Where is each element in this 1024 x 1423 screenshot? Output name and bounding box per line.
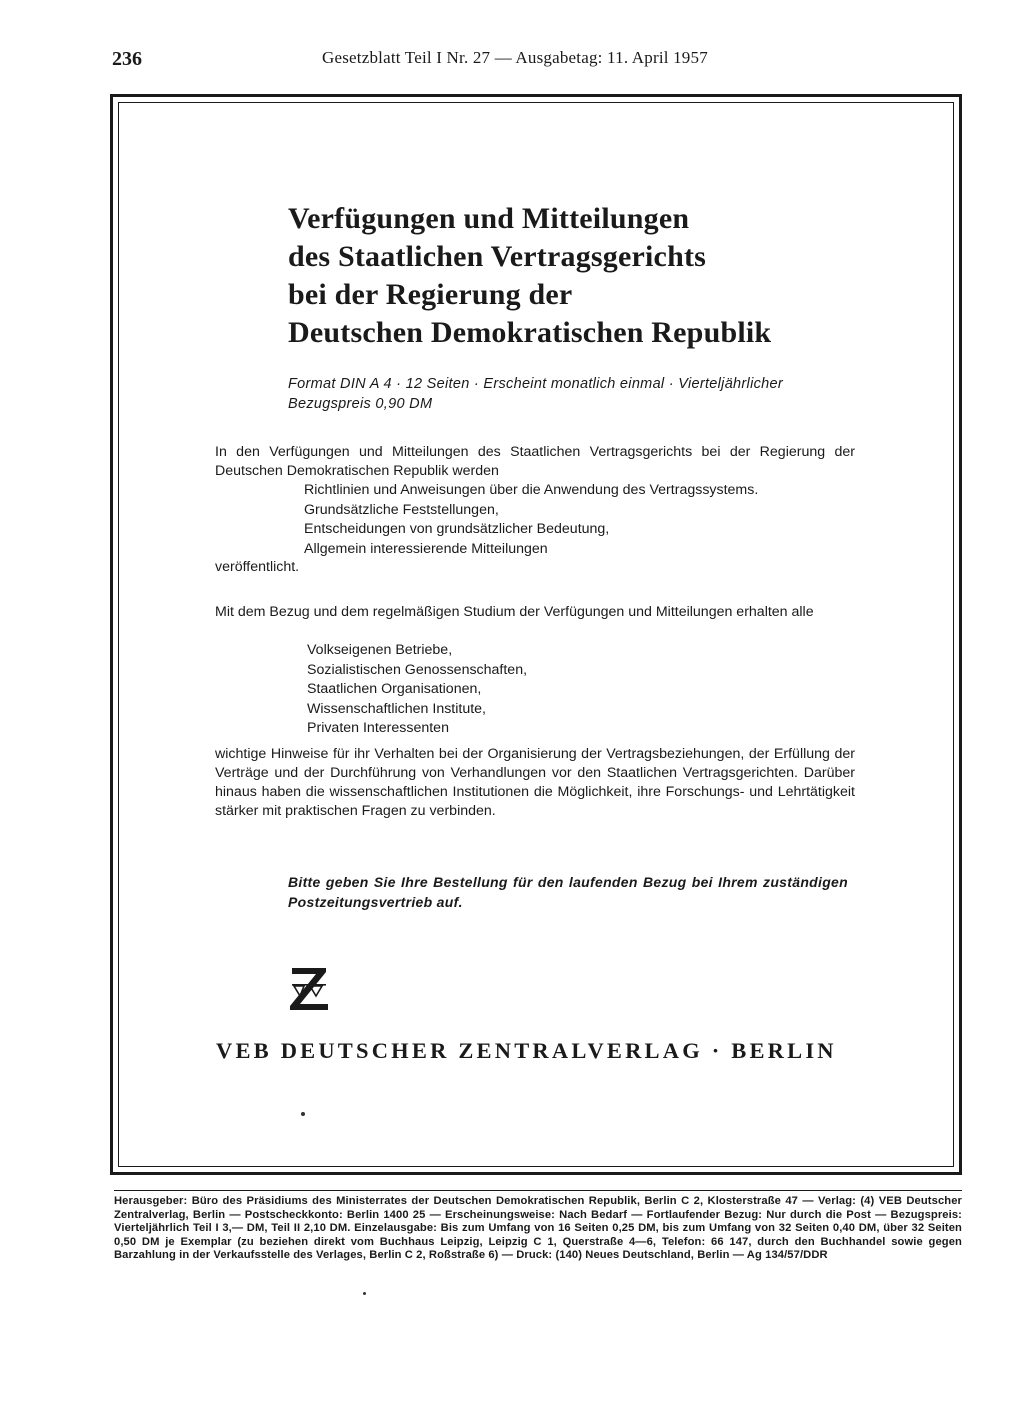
audience-list — [307, 641, 527, 739]
list-item: Grundsätzliche Feststellungen, — [304, 501, 499, 518]
order-note: Bitte geben Sie Ihre Bestellung für den laufenden Bezug bei Ihrem zuständigen Postzeitungsvertrieb auf. — [288, 874, 848, 910]
print-speck — [301, 1112, 305, 1116]
imprint-rule — [114, 1190, 962, 1191]
title-line: bei der Regierung der — [288, 278, 573, 311]
advert-title — [288, 200, 771, 352]
publisher-logo-icon — [286, 962, 334, 1014]
title-line: des Staatlichen Vertragsgerichts — [288, 240, 707, 273]
intro-paragraph: In den Verfügungen und Mitteilungen des Staatlichen Vertragsgerichts bei der Regierung der Deutschen Demokratischen Republik werden — [215, 444, 855, 479]
publisher-name: VEB DEUTSCHER ZENTRALVERLAG · BERLIN — [216, 1038, 837, 1063]
page-number: 236 — [112, 48, 142, 70]
print-speck — [363, 1292, 366, 1295]
list-item: Richtlinien und Anweisungen über die Anwendung des Vertragssystems. — [304, 482, 759, 498]
list-item: Wissenschaftlichen Institute, — [307, 700, 486, 717]
audience-closing: wichtige Hinweise für ihr Verhalten bei der Organisierung der Vertragsbeziehungen, der Erfüllung der Verträge und der Durchführung von Verhandlungen vor den Staatlichen Vertragsgerichten. Darüber hinaus haben die wissenschaftlichen Institutionen die Möglichkeit, ihre Forschungs- und Lehrtätigkeit stärker mit praktischen Fragen zu verbinden. — [215, 746, 855, 819]
list-item: Allgemein interessierende Mitteilungen — [304, 540, 548, 557]
list-item: Staatlichen Organisationen, — [307, 681, 482, 697]
imprint: Herausgeber: Büro des Präsidiums des Ministerrates der Deutschen Demokratischen Republik, Berlin C 2, Klosterstraße 47 — Verlag: (4) VEB Deutscher Zentralverlag, Berlin — Postscheckkonto: Berlin 1400 25 — Erscheinungsweise: Nach Bedarf — Fortlaufender Bezug: Nur durch die Post — Bezugspreis: Vierteljährlich Teil I 3,— DM, Teil II 2,10 DM. Einzelausgabe: Bis zum Umfang von 16 Seiten 0,25 DM, bis zum Umfang von 32 Seiten 0,40 DM, über 32 Seiten 0,50 DM je Exemplar (zu beziehen direkt vom Buchhaus Leipzig, Leipzig C 1, Querstraße 4—6, Telefon: 66 147, durch den Buchhandel sowie gegen Barzahlung in der Verkaufsstelle des Verlages, Berlin C 2, Roßstraße 6) — Druck: (140) Neues Deutschland, Berlin — Ag 134/57/DDR — [114, 1195, 962, 1261]
list-item: Volkseigenen Betriebe, — [307, 642, 453, 658]
title-line: Verfügungen und Mitteilungen — [288, 202, 690, 235]
audience-intro: Mit dem Bezug und dem regelmäßigen Studium der Verfügungen und Mitteilungen erhalten alle — [215, 604, 814, 620]
list-item: Entscheidungen von grundsätzlicher Bedeutung, — [304, 521, 610, 537]
list-item: Privaten Interessenten — [307, 720, 449, 736]
running-header: Gesetzblatt Teil I Nr. 27 — Ausgabetag: 11. April 1957 — [322, 48, 708, 67]
contents-closing: veröffentlicht. — [215, 559, 300, 575]
list-item: Sozialistischen Genossenschaften, — [307, 661, 528, 678]
title-line: Deutschen Demokratischen Republik — [288, 316, 772, 349]
contents-list — [304, 481, 758, 559]
format-info: Format DIN A 4 · 12 Seiten · Erscheint monatlich einmal · Vierteljährlicher Bezugspreis 0,90 DM — [288, 376, 784, 412]
